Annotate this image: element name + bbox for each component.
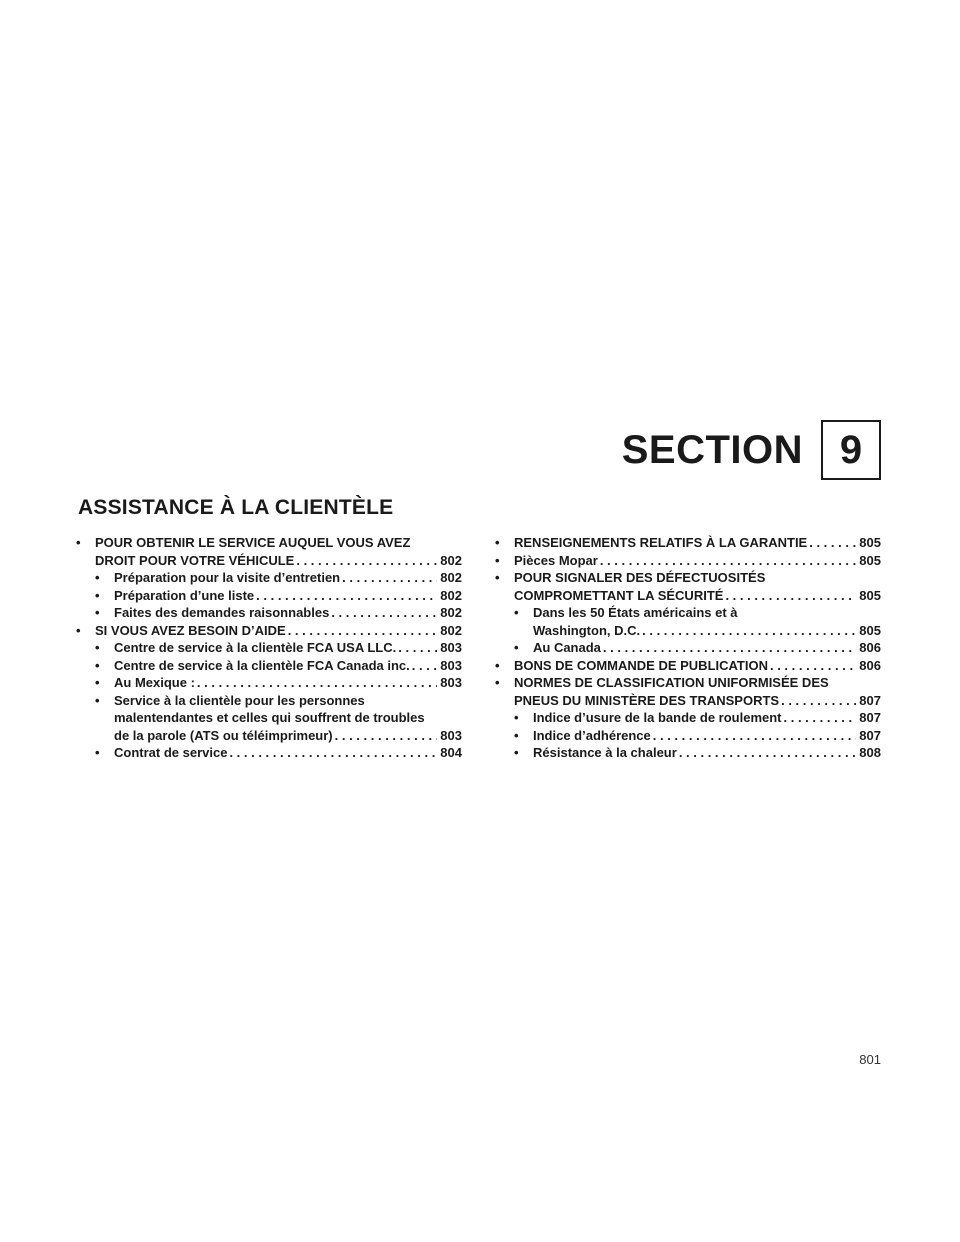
toc-page-number: 807 — [859, 710, 881, 725]
toc-entry-text: POUR OBTENIR LE SERVICE AUQUEL VOUS AVEZ — [95, 535, 411, 550]
dot-leader — [809, 534, 856, 552]
toc-entry[interactable] — [495, 744, 881, 762]
toc-page-number: 805 — [859, 552, 881, 568]
toc-entry-text: DROIT POUR VOTRE VÉHICULE — [95, 552, 295, 568]
bullet-icon: • — [95, 657, 100, 673]
toc-entry[interactable] — [495, 552, 881, 570]
bullet-icon: • — [95, 745, 100, 760]
dot-leader — [256, 587, 437, 605]
dot-leader — [600, 552, 856, 570]
bullet-icon: • — [495, 552, 500, 568]
toc-page-number: 807 — [859, 727, 881, 743]
dot-leader — [296, 552, 437, 570]
dot-leader — [398, 639, 437, 657]
dot-leader — [288, 622, 438, 640]
toc-entry[interactable] — [76, 622, 462, 640]
toc-page-number: 806 — [859, 640, 881, 655]
bullet-icon: • — [514, 745, 519, 760]
dot-leader — [412, 657, 438, 675]
toc-entry-text: COMPROMETTANT LA SÉCURITÉ — [514, 587, 724, 603]
toc-left-column — [76, 534, 462, 762]
toc-page-number: 802 — [440, 552, 462, 568]
toc-entry-text: Dans les 50 États américains et à — [533, 605, 738, 620]
toc-entry-text: NORMES DE CLASSIFICATION UNIFORMISÉE DES — [514, 675, 829, 690]
bullet-icon: • — [495, 570, 500, 585]
bullet-icon: • — [95, 692, 100, 708]
toc-entry[interactable] — [76, 744, 462, 762]
dot-leader — [331, 604, 437, 622]
dot-leader — [781, 692, 856, 710]
bullet-icon: • — [495, 675, 500, 690]
toc-entry[interactable] — [76, 534, 462, 569]
dot-leader — [603, 639, 856, 657]
toc-entry[interactable] — [495, 604, 881, 639]
toc-entry-text: malentendantes et celles qui souffrent de troubles — [114, 710, 425, 725]
section-number-box: 9 — [821, 420, 881, 480]
toc-entry[interactable] — [495, 639, 881, 657]
toc-entry[interactable] — [495, 674, 881, 709]
toc-page-number: 802 — [440, 587, 462, 603]
toc-entry-text: Indice d’usure de la bande de roulement — [533, 710, 782, 725]
toc-entry-text: Indice d’adhérence — [533, 727, 651, 743]
section-label: SECTION — [621, 428, 803, 472]
toc-entry[interactable] — [76, 569, 462, 587]
toc-page-number: 802 — [440, 570, 462, 585]
toc-entry[interactable] — [76, 587, 462, 605]
toc-page-number: 804 — [440, 745, 462, 760]
page-number: 801 — [859, 1052, 881, 1067]
toc-page-number: 808 — [859, 745, 881, 760]
bullet-icon: • — [76, 622, 81, 638]
bullet-icon: • — [95, 675, 100, 690]
toc-entry-text: Service à la clientèle pour les personnes — [114, 692, 365, 708]
toc-entry[interactable] — [495, 727, 881, 745]
toc-entry[interactable] — [76, 639, 462, 657]
toc-entry-text: SI VOUS AVEZ BESOIN D’AIDE — [95, 622, 286, 638]
toc-page-number: 803 — [440, 675, 462, 690]
toc-page-number: 802 — [440, 605, 462, 620]
dot-leader — [642, 622, 856, 640]
toc-entry[interactable] — [76, 657, 462, 675]
dot-leader — [197, 674, 437, 692]
toc-entry[interactable] — [76, 674, 462, 692]
toc-entry-text: Pièces Mopar — [514, 552, 598, 568]
bullet-icon: • — [514, 605, 519, 620]
toc-entry-text: Au Canada — [533, 640, 601, 655]
toc-page-number: 807 — [859, 692, 881, 708]
bullet-icon: • — [76, 535, 81, 550]
toc-entry-text: Contrat de service — [114, 745, 228, 760]
bullet-icon: • — [95, 570, 100, 585]
toc-entry-text: PNEUS DU MINISTÈRE DES TRANSPORTS — [514, 692, 780, 708]
toc-page-number: 802 — [440, 622, 462, 638]
dot-leader — [725, 587, 856, 605]
toc-entry-text: Préparation pour la visite d’entretien — [114, 570, 341, 585]
bullet-icon: • — [514, 727, 519, 743]
toc-entry[interactable] — [495, 657, 881, 675]
toc-entry-text: BONS DE COMMANDE DE PUBLICATION — [514, 657, 768, 673]
toc-entry[interactable] — [495, 534, 881, 552]
bullet-icon: • — [95, 640, 100, 655]
toc-entry-text: Washington, D.C. — [533, 622, 641, 638]
toc-right-column — [495, 534, 881, 762]
toc-page-number: 805 — [859, 587, 881, 603]
toc-page-number: 805 — [859, 622, 881, 638]
bullet-icon: • — [495, 657, 500, 673]
toc-entry-text: Centre de service à la clientèle FCA Canada inc. — [114, 657, 410, 673]
toc-entry-text: POUR SIGNALER DES DÉFECTUOSITÉS — [514, 570, 766, 585]
toc-entry-text: Centre de service à la clientèle FCA USA LLC. — [114, 640, 397, 655]
dot-leader — [342, 569, 437, 587]
toc-entry[interactable] — [495, 709, 881, 727]
toc-entry-text: Préparation d’une liste — [114, 587, 255, 603]
toc-entry-text: de la parole (ATS ou téléimprimeur) — [114, 727, 333, 743]
toc-entry-text: RENSEIGNEMENTS RELATIFS À LA GARANTIE — [514, 535, 808, 550]
dot-leader — [784, 709, 857, 727]
dot-leader — [229, 744, 437, 762]
toc-page-number: 803 — [440, 727, 462, 743]
section-header — [622, 420, 881, 480]
toc-entry-text: Résistance à la chaleur — [533, 745, 677, 760]
dot-leader — [653, 727, 857, 745]
bullet-icon: • — [514, 640, 519, 655]
bullet-icon: • — [95, 605, 100, 620]
dot-leader — [679, 744, 856, 762]
toc-entry-text: Au Mexique : — [114, 675, 195, 690]
toc-page-number: 803 — [440, 640, 462, 655]
toc-entry[interactable] — [495, 569, 881, 604]
toc-entry[interactable] — [76, 604, 462, 622]
toc-entry-text: Faites des demandes raisonnables — [114, 605, 330, 620]
toc-entry[interactable] — [76, 692, 462, 745]
toc-page-number: 805 — [859, 535, 881, 550]
toc-page-number: 803 — [440, 657, 462, 673]
dot-leader — [335, 727, 438, 745]
bullet-icon: • — [495, 535, 500, 550]
bullet-icon: • — [95, 587, 100, 603]
toc-page-number: 806 — [859, 657, 881, 673]
chapter-title: ASSISTANCE À LA CLIENTÈLE — [78, 496, 394, 519]
dot-leader — [770, 657, 856, 675]
bullet-icon: • — [514, 710, 519, 725]
